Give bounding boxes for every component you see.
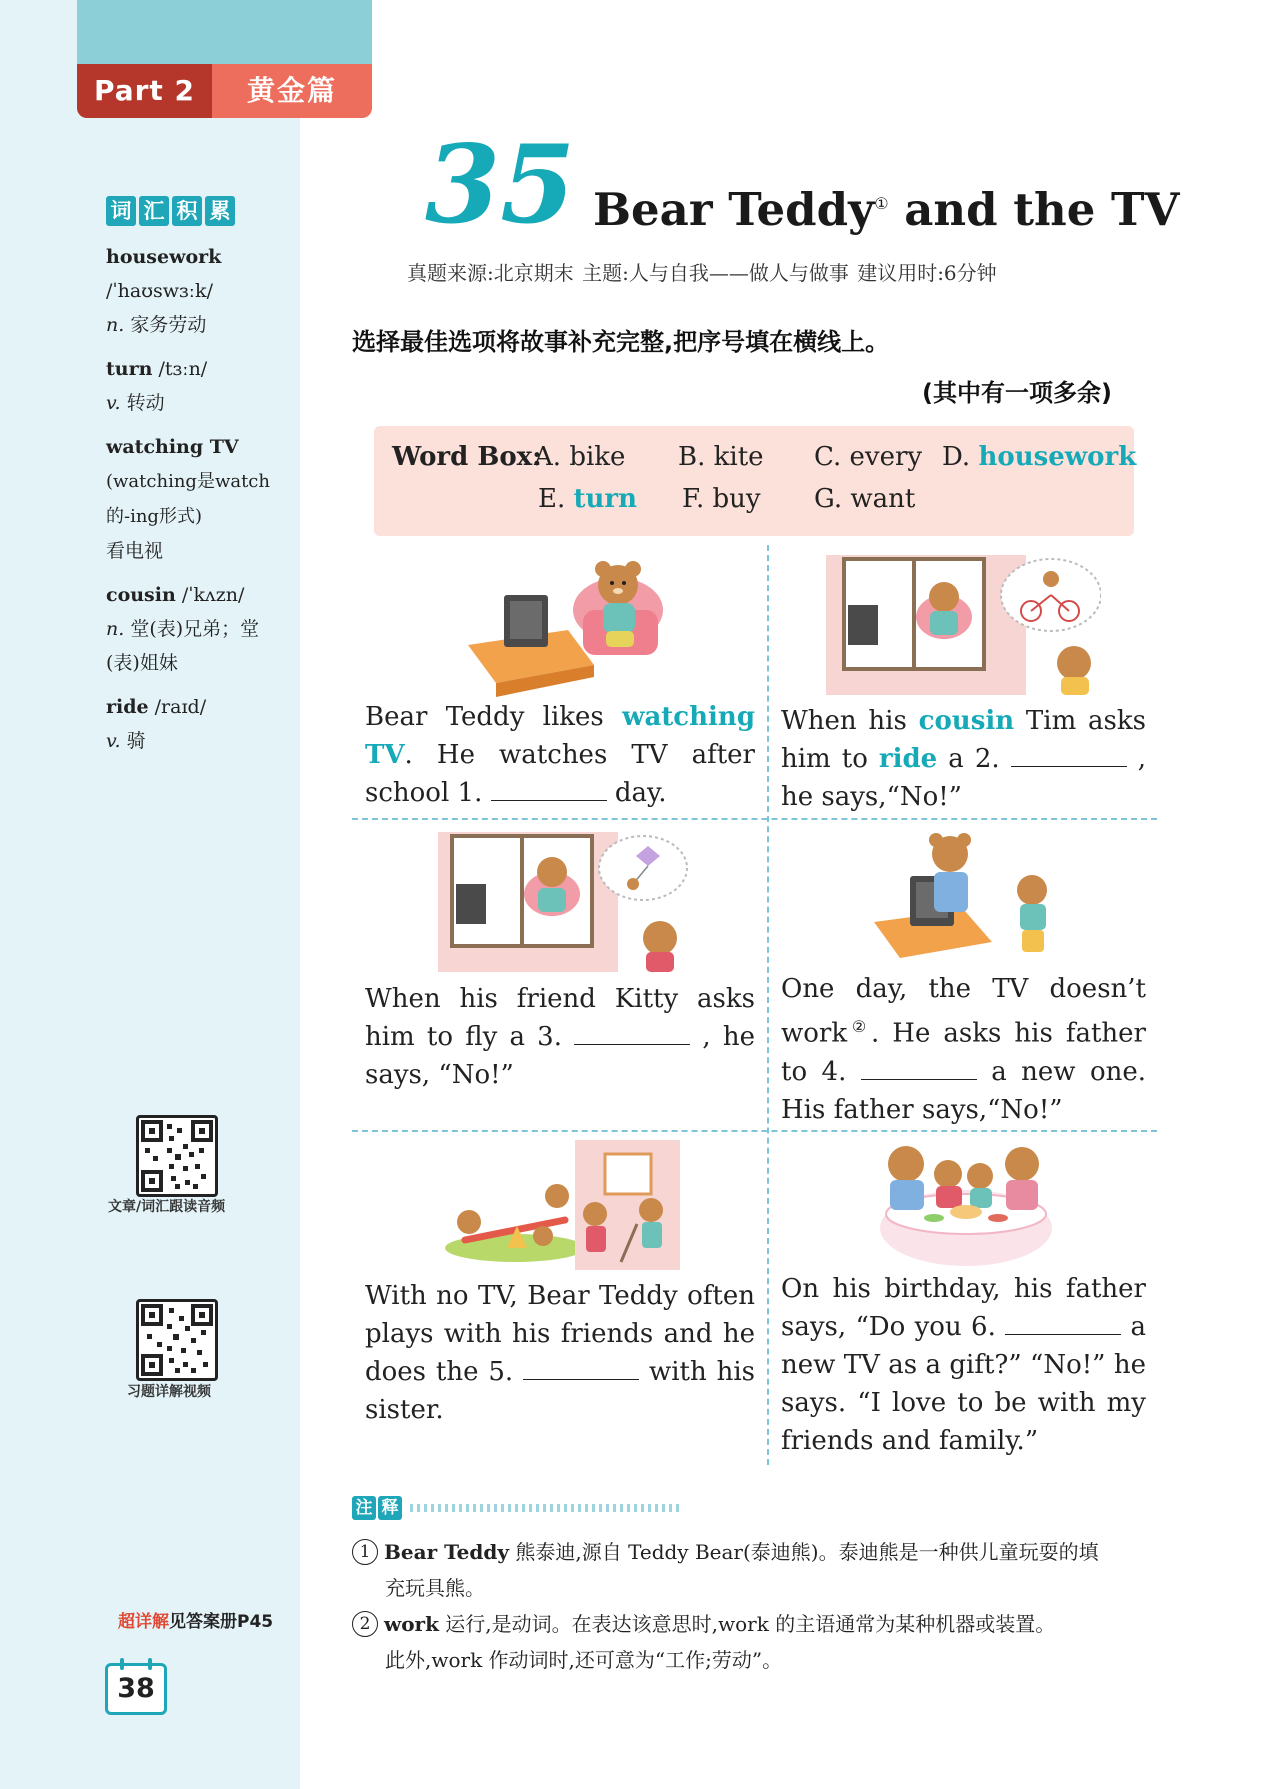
word-box [374,426,1137,536]
story-panel-6: On his birthday, his father says, “Do you 6. a new TV as a gift?” “No!” he says. “I love to be with my friends and family.” [781,1274,1147,1456]
note-1-continuation: 充玩具熊。 [385,1576,485,1600]
play-housework-illustration [445,1140,680,1270]
story-panel-2: When his cousin Tim asks him to ride a 2. , he says,“No!” [781,706,1147,812]
vocab-title-char: 积 [172,196,202,226]
birthday-party-illustration [876,1138,1056,1268]
vocab-pron: /ˈkʌzn/ [175,584,245,606]
answer-blank-2[interactable] [1011,742,1127,767]
note-2-continuation: 此外,work 作动词时,还可意为“工作;劳动”。 [385,1648,783,1672]
section-label: 黄金篇 [212,64,372,118]
vocab-word: housework [106,246,222,268]
vocab-entry [106,240,286,342]
answer-ref-highlight: 超详解 [118,1612,169,1632]
vocab-list [106,240,286,768]
vocab-pron: /ˈhaʊswɜːk/ [106,280,213,302]
answer-reference [118,1607,273,1632]
title-part2: and the TV [888,183,1180,236]
word-option-a: A. bike [534,442,626,472]
vocab-entry [106,352,286,420]
grid-divider-row1 [352,818,1157,820]
word-option-d: D. housework [942,442,1137,472]
vocab-entry [106,690,286,758]
video-qr-label: 习题详解视频 [127,1384,211,1400]
note-1-term: Bear Teddy [384,1540,509,1564]
answer-ref-text: 见答案册P45 [169,1612,274,1632]
header-tab-top [77,0,372,64]
page-number: 38 [105,1663,167,1715]
instruction-note: (其中有一项多余) [922,379,1112,407]
kitty-kite-illustration [438,832,688,972]
vocab-meaning: 家务劳动 [130,314,207,336]
lesson-number: 35 [425,122,576,248]
vocab-pos: n. [106,314,125,336]
video-qr-code[interactable] [136,1299,218,1381]
grid-divider-vertical [767,545,769,1465]
note-2-term: work [384,1612,439,1636]
answer-blank-5[interactable] [523,1355,639,1380]
cousin-bike-illustration [826,555,1101,695]
vocab-title-char: 累 [205,196,235,226]
word-option-e: E. turn [538,484,638,514]
word-box-label: Word Box: [392,442,542,472]
lesson-meta: 真题来源:北京期末 主题:人与自我——做人与做事 建议用时:6分钟 [407,261,997,285]
note-2 [352,1606,1162,1678]
notes-title-char: 注 [352,1496,376,1520]
vocab-word: ride [106,696,149,718]
audio-qr-code[interactable] [136,1115,218,1197]
note-1 [352,1534,1162,1606]
word-option-b: B. kite [678,442,764,472]
vocab-meaning: 骑 [126,730,146,752]
vocab-word: cousin [106,584,176,606]
answer-blank-1[interactable] [491,776,607,801]
word-option-g: G. want [814,484,916,514]
lesson-title [593,183,1179,236]
vocab-pron: /raɪd/ [148,696,207,718]
story-panel-5: With no TV, Bear Teddy often plays with his friends and he does the 5. with his sister. [365,1281,756,1425]
bear-watching-tv-illustration [468,555,668,705]
vocab-meaning: 转动 [126,392,165,414]
title-note-marker: ① [874,194,889,213]
note-1-number: 1 [352,1539,378,1565]
vocab-pos: v. [106,392,121,414]
vocab-meaning: 看电视 [106,540,164,562]
part-label: Part 2 [77,64,212,118]
vocab-title-char: 词 [106,196,136,226]
note-2-text: 运行,是动词。在表达该意思时,work 的主语通常为某种机器或装置。 [438,1612,1056,1636]
vocab-entry [106,578,286,680]
vocab-pron: (watching是watch的-ing形式) [106,471,270,527]
vocab-entry [106,430,286,568]
answer-blank-6[interactable] [1005,1310,1121,1335]
father-tv-illustration [874,832,1064,962]
audio-qr-label: 文章/词汇跟读音频 [108,1199,226,1215]
story-panel-1: Bear Teddy likes watching TV. He watches TV after school 1. day. [365,702,755,808]
vocab-pos: v. [106,730,121,752]
instruction: 选择最佳选项将故事补充完整,把序号填在横线上。 [352,328,890,356]
grid-divider-row2 [352,1130,1157,1132]
vocab-title-char: 汇 [139,196,169,226]
note-1-text: 熊泰迪,源自 Teddy Bear(泰迪熊)。泰迪熊是一种供儿童玩耍的填 [509,1540,1099,1564]
answer-blank-4[interactable] [861,1055,977,1080]
vocab-word: turn [106,358,153,380]
vocab-meaning: 堂(表)兄弟；堂(表)姐妹 [106,618,260,674]
story-panel-3: When his friend Kitty asks him to fly a 3. , he says, “No!” [365,984,756,1090]
story-panel-4: One day, the TV doesn’t work②. He asks his father to 4. a new one. His father says,“No!” [781,974,1147,1125]
word-option-c: C. every [814,442,923,472]
notes-title [352,1496,680,1520]
wavy-edge [292,110,314,1789]
word-option-f: F. buy [682,484,761,514]
vocab-pron: /tɜːn/ [152,358,208,380]
notes-title-char: 释 [378,1496,402,1520]
title-part1: Bear Teddy [593,183,875,236]
vocab-word: watching TV [106,436,239,458]
answer-blank-3[interactable] [574,1020,690,1045]
vocab-pos: n. [106,618,125,640]
vocab-title [106,196,235,226]
note-2-number: 2 [352,1611,378,1637]
notes-rule [410,1504,680,1512]
